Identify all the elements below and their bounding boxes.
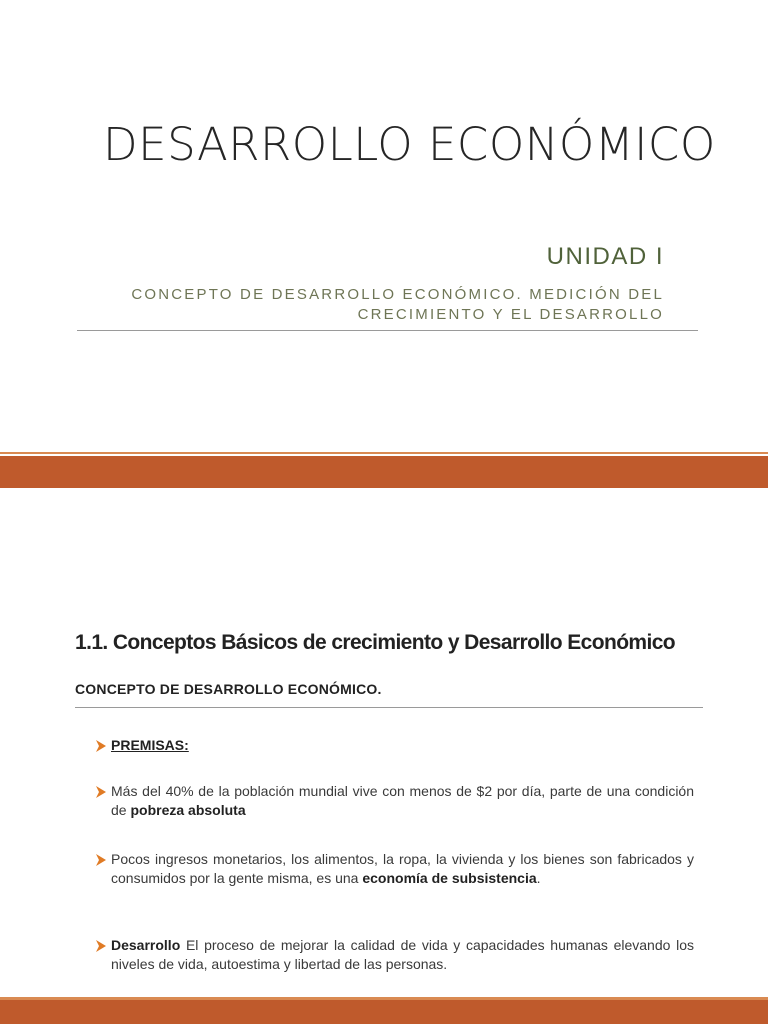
bullet-bold-term: economía de subsistencia <box>362 870 537 886</box>
slide-title: DESARROLLO ECONÓMICO <box>103 118 716 171</box>
bullet-text-end: . <box>536 870 541 886</box>
slide-separator-highlight <box>0 452 768 454</box>
unit-label: UNIDAD I <box>546 243 664 270</box>
premisas-label: PREMISAS: <box>111 737 189 753</box>
concept-heading: CONCEPTO DE DESARROLLO ECONÓMICO. <box>75 681 382 697</box>
slide-separator-band <box>0 456 768 488</box>
heading-divider <box>75 707 703 708</box>
bullet-text: El proceso de mejorar la calidad de vida y capacidades humanas elevando los niveles de vida, autoestima y libertad de las personas. <box>111 937 694 972</box>
section-heading: 1.1. Conceptos Básicos de crecimiento y Desarrollo Económico <box>75 631 676 654</box>
bullet-development <box>94 936 694 974</box>
arrowhead-bullet-icon <box>94 936 108 955</box>
bullet-premisas <box>94 736 694 755</box>
bullet-bold-lead: Desarrollo <box>111 937 181 953</box>
arrowhead-bullet-icon <box>94 736 108 755</box>
bullet-poverty <box>94 782 694 820</box>
arrowhead-bullet-icon <box>94 782 108 801</box>
subtitle-line-2: CRECIMIENTO Y EL DESARROLLO <box>357 306 664 323</box>
bullet-bold-term: pobreza absoluta <box>130 802 246 818</box>
title-divider <box>77 330 698 331</box>
bullet-subsistence <box>94 850 694 888</box>
slide-subtitle <box>104 285 664 325</box>
bullet-text: Más del 40% de la población mundial vive con menos de $2 por día, parte de una condición de <box>111 783 694 818</box>
bottom-band <box>0 1000 768 1024</box>
bullet-text: Pocos ingresos monetarios, los alimentos, la ropa, la vivienda y los bienes son fabricados y consumidos por la gente misma, es una <box>111 851 694 886</box>
arrowhead-bullet-icon <box>94 850 108 869</box>
subtitle-line-1: CONCEPTO DE DESARROLLO ECONÓMICO. MEDICIÓN DEL <box>131 286 664 303</box>
title-slide <box>0 0 768 452</box>
content-slide <box>0 488 768 997</box>
